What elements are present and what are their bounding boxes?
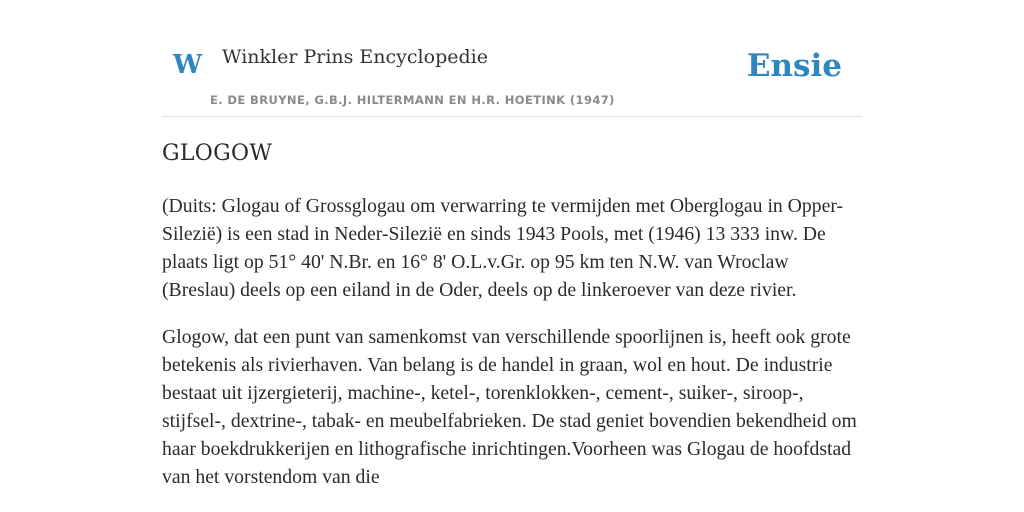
entry-title: GLOGOW	[162, 141, 273, 166]
page	[162, 0, 862, 488]
site-title[interactable]: Winkler Prins Encyclopedie	[222, 46, 488, 68]
winkler-prins-logo[interactable]: W	[173, 50, 203, 80]
site-header	[162, 0, 862, 117]
entry-paragraph: (Duits: Glogau of Grossglogau om verwarring te vermijden met Oberglogau in Opper-Silezië) is een stad in Neder-Silezië en sinds 1943 Pools, met (1946) 13 333 inw. De plaats ligt op 51° 40' N.Br. en 16° 8' O.L.v.Gr. op 95 km ten N.W. van Wroclaw (Breslau) deels op een eiland in de Oder, deels op de linkeroever van deze rivier.	[162, 195, 844, 301]
ensie-logo[interactable]: Ensie	[746, 48, 842, 84]
entry-body	[162, 192, 862, 510]
byline: E. DE BRUYNE, G.B.J. HILTERMANN EN H.R. HOETINK (1947)	[210, 93, 615, 107]
entry-paragraph: Glogow, dat een punt van samenkomst van verschillende spoorlijnen is, heeft ook grote betekenis als rivierhaven. Van belang is de handel in graan, wol en hout. De industrie bestaat uit ijzergieterij, machine-, ketel-, torenklokken-, cement-, suiker-, siroop-, stijfsel-, dextrine-, tabak- en meubelfabrieken. De stad geniet bovendien bekendheid om haar boekdrukkerijen en lithografische inrichtingen.Voorheen was Glogau de hoofdstad van het vorstendom van die	[162, 326, 857, 488]
